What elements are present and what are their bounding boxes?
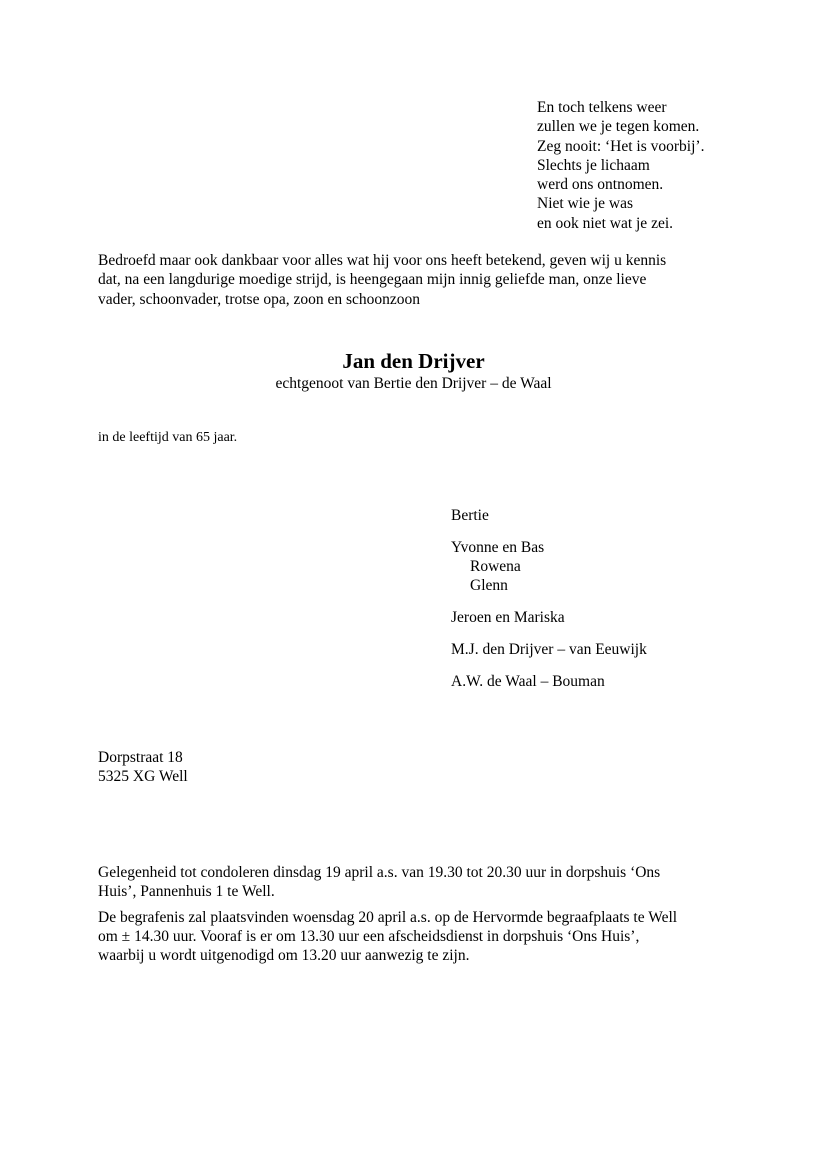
intro-line: vader, schoonvader, trotse opa, zoon en schoonzoon xyxy=(98,290,421,308)
poem-line: zullen we je tegen komen. xyxy=(537,118,700,136)
funeral-line: De begrafenis zal plaatsvinden woensdag 20 april a.s. op de Hervormde begraafplaats te Well xyxy=(98,908,678,926)
condolence-line: Gelegenheid tot condoleren dinsdag 19 april a.s. van 19.30 tot 20.30 uur in dorpshuis ‘Ons xyxy=(98,864,661,881)
deceased-name: Jan den Drijver xyxy=(342,349,485,373)
age-line: in de leeftijd van 65 jaar. xyxy=(98,430,238,445)
intro-line: dat, na een langdurige moedige strijd, is heengegaan mijn innig geliefde man, onze lieve xyxy=(98,271,647,289)
family-group-spouse xyxy=(451,506,647,525)
spouse-line: echtgenoot van Bertie den Drijver – de Waal xyxy=(275,375,552,392)
family-grandchild: Rowena xyxy=(470,558,521,576)
services-block xyxy=(98,863,738,965)
poem-line: werd ons ontnomen. xyxy=(537,176,664,194)
poem-line: En toch telkens weer xyxy=(537,99,667,116)
family-child1: Yvonne en Bas xyxy=(451,538,545,556)
poem-line: Slechts je lichaam xyxy=(537,156,650,174)
family-group-child1 xyxy=(451,538,647,596)
deceased-block xyxy=(98,348,729,393)
intro-paragraph xyxy=(98,251,738,309)
address-street: Dorpstraat 18 xyxy=(98,749,183,766)
funeral-paragraph xyxy=(98,908,738,966)
funeral-line: waarbij u wordt uitgenodigd om 13.20 uur aanwezig te zijn. xyxy=(98,947,470,965)
family-group-mother xyxy=(451,640,647,659)
address-city: 5325 XG Well xyxy=(98,768,188,786)
condolence-paragraph xyxy=(98,863,738,902)
family-list xyxy=(451,506,647,704)
funeral-line: om ± 14.30 uur. Vooraf is er om 13.30 uur een afscheidsdienst in dorpshuis ‘Ons Huis’, xyxy=(98,927,640,945)
family-spouse: Bertie xyxy=(451,507,489,524)
poem-line: Zeg nooit: ‘Het is voorbij’. xyxy=(537,137,705,155)
family-group-mother-in-law xyxy=(451,672,647,691)
family-grandchild: Glenn xyxy=(470,577,508,595)
intro-line: Bedroefd maar ook dankbaar voor alles wat hij voor ons heeft betekend, geven wij u kennis xyxy=(98,252,667,269)
address-block xyxy=(98,748,188,787)
family-group-child2 xyxy=(451,608,647,627)
family-child2: Jeroen en Mariska xyxy=(451,609,565,627)
poem xyxy=(537,98,704,233)
family-mother: M.J. den Drijver – van Eeuwijk xyxy=(451,640,647,658)
family-mother-in-law: A.W. de Waal – Bouman xyxy=(451,672,605,690)
condolence-line: Huis’, Pannenhuis 1 te Well. xyxy=(98,883,275,901)
poem-line: en ook niet wat je zei. xyxy=(537,214,674,232)
poem-line: Niet wie je was xyxy=(537,195,633,213)
